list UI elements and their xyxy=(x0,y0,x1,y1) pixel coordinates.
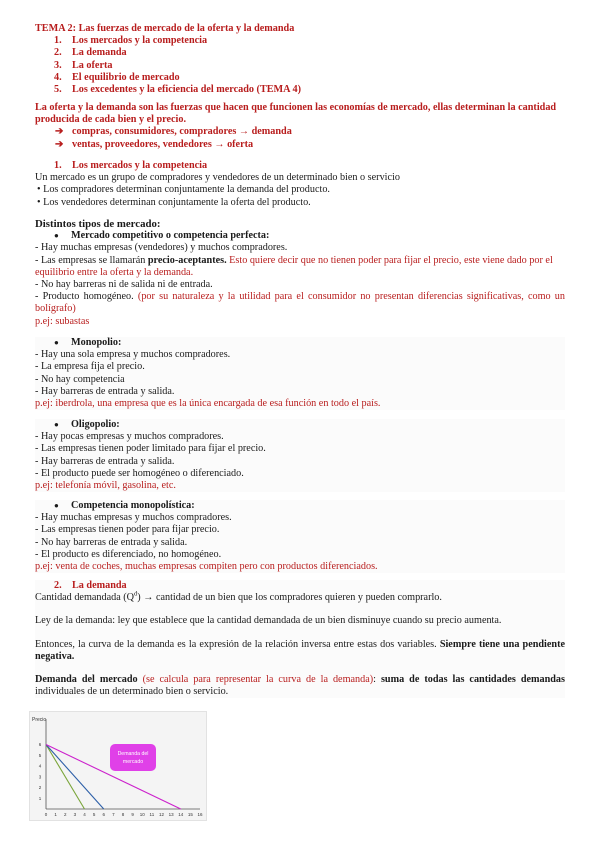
section-title: 1. Los mercados y la competencia xyxy=(54,160,208,171)
list-line: - Las empresas tienen poder para fijar precio. xyxy=(35,524,220,536)
example-line: p.ej: venta de coches, muchas empresas compiten pero con productos diferenciados. xyxy=(35,561,378,573)
y-tick-label: 1 xyxy=(38,795,42,801)
outline-item: 1. Los mercados y la competencia xyxy=(54,35,208,47)
section-mercados xyxy=(35,160,565,209)
list-line: - El producto puede ser homogéneo o diferenciado. xyxy=(35,467,244,479)
example-line: p.ej: iberdrola, una empresa que es la única encargada de esa función en todo el país. xyxy=(35,398,381,410)
market-types-section xyxy=(35,218,565,328)
outline-item: 2. La demanda xyxy=(54,47,127,59)
list-line: - No hay competencia xyxy=(35,373,125,385)
outline-item: 3. La oferta xyxy=(54,59,113,71)
list-line: - Hay barreras de entrada y salida. xyxy=(35,385,175,397)
subheading: ● Competencia monopolística: xyxy=(54,500,195,511)
list-line: - Las empresas se llamarán precio-aceptantes. Esto quiere decir que no tienen poder para fijar el precio, este viene dado por el equilibrio entre la oferta y la demanda. xyxy=(35,254,553,278)
list-line: - Hay muchas empresas y muchos compradores. xyxy=(35,512,232,524)
x-tick-label: 5 xyxy=(92,812,96,817)
list-line: - No hay barreras ni de salida ni de entrada. xyxy=(35,279,213,291)
arrow-icon: ➔ xyxy=(55,126,64,138)
arrow-item: ➔ ventas, proveedores, vendedores → oferta xyxy=(55,138,254,150)
subheading: ● Monopolio: xyxy=(54,337,122,348)
section-title: 2. La demanda xyxy=(54,580,127,591)
y-tick-label: 2 xyxy=(38,785,42,790)
curva-demanda-paragraph: Entonces, la curva de la demanda es la expresión de la relación inversa entre estas dos variables. Siempre tiene una pendiente negativa. xyxy=(35,638,565,662)
outline-item: 4. El equilibrio de mercado xyxy=(54,71,180,83)
list-line: - El producto es diferenciado, no homogéneo. xyxy=(35,548,222,560)
y-tick-label: 4 xyxy=(38,763,42,769)
x-tick-label: 4 xyxy=(83,812,86,817)
demand-line xyxy=(46,745,104,810)
annotation-label: Demanda del xyxy=(117,751,149,757)
oligopolio-block xyxy=(35,419,565,492)
cantidad-demandada-line: Cantidad demandada $(Q^d)$ → cantidad de un bien que los compradores quieren y pueden comprarlo. xyxy=(35,590,442,604)
x-tick-label: 16 xyxy=(197,812,203,817)
x-tick-label: 3 xyxy=(73,812,77,817)
x-tick-label: 14 xyxy=(178,812,184,817)
subheading: ● Oligopolio: xyxy=(54,419,120,430)
x-tick-label: 0 xyxy=(44,812,48,817)
list-line: - La empresa fija el precio. xyxy=(35,361,145,373)
section-demanda xyxy=(35,580,565,698)
y-axis-label: Precio xyxy=(32,717,47,723)
list-line: - Hay barreras de entrada y salida. xyxy=(35,455,175,467)
list-line: - Hay una sola empresa y muchos compradores. xyxy=(35,349,231,361)
list-line: - Hay muchas empresas (vendedores) y muchos compradores. xyxy=(35,242,288,254)
x-tick-label: 2 xyxy=(63,812,67,817)
header-section xyxy=(35,23,565,96)
page-title: TEMA 2: Las fuerzas de mercado de la oferta y la demanda xyxy=(35,23,295,34)
demand-chart xyxy=(29,711,207,821)
x-tick-label: 8 xyxy=(121,812,125,817)
x-tick-label: 11 xyxy=(149,812,155,817)
x-tick-label: 9 xyxy=(131,812,134,817)
arrow-icon: ➔ xyxy=(55,138,64,150)
list-item: • Los vendedores determinan conjuntamente la oferta del producto. xyxy=(37,196,311,208)
annotation-box xyxy=(110,744,156,771)
x-tick-label: 13 xyxy=(168,812,174,817)
demanda-mercado-paragraph: Demanda del mercado (se calcula para representar la curva de la demanda): suma de todas las cantidades demandas individuales de un determinado bien o servicio. xyxy=(35,674,565,698)
annotation-label: mercado xyxy=(122,759,144,765)
list-line: - No hay barreras de entrada y salida. xyxy=(35,536,188,548)
intro-section xyxy=(35,102,565,151)
subheading: ● Mercado competitivo o competencia perfecta: xyxy=(54,230,270,242)
arrow-item: ➔ compras, consumidores, compradores → demanda xyxy=(55,126,292,138)
outline-item: 5. Los excedentes y la eficiencia del mercado (TEMA 4) xyxy=(54,84,301,96)
x-tick-label: 7 xyxy=(112,812,115,817)
intro-paragraph: La oferta y la demanda son las fuerzas que hacen que funcionen las economías de mercado, ellas determinan la cantidad producida de cada bien y el precio. xyxy=(35,102,557,126)
x-tick-label: 10 xyxy=(139,812,145,817)
list-line: - Producto homogéneo. (por su naturaleza y la utilidad para el consumidor no presentan diferencias significativas, como un bolígrafo) xyxy=(35,291,565,315)
monopolio-block xyxy=(35,337,565,410)
x-tick-label: 6 xyxy=(102,812,106,817)
x-tick-label: 12 xyxy=(158,812,165,817)
y-tick-label: 3 xyxy=(38,774,42,780)
bullet-icon: ● xyxy=(54,231,59,241)
x-tick-label: 1 xyxy=(54,812,57,817)
y-tick-label: 6 xyxy=(38,742,42,747)
list-item: • Los compradores determinan conjuntamente la demanda del producto. xyxy=(37,184,330,196)
x-tick-label: 15 xyxy=(187,812,193,817)
ley-demanda-line: Ley de la demanda: ley que establece que la cantidad demandada de un bien disminuye cuando su precio aumenta. xyxy=(35,615,502,627)
monopolistica-block xyxy=(35,500,565,573)
bullet-icon: ● xyxy=(54,420,59,429)
y-tick-label: 5 xyxy=(38,752,42,758)
example-line: p.ej: telefonía móvil, gasolina, etc. xyxy=(35,480,176,492)
example-line: p.ej: subastas xyxy=(35,315,90,327)
bullet-icon: ● xyxy=(54,338,59,347)
demand-chart-svg xyxy=(30,712,206,820)
definition-line: Un mercado es un grupo de compradores y vendedores de un determinado bien o servicio xyxy=(35,172,400,184)
list-line: - Hay pocas empresas y muchos compradores. xyxy=(35,431,224,443)
bullet-icon: ● xyxy=(54,501,59,510)
list-line: - Las empresas tienen poder limitado para fijar el precio. xyxy=(35,443,266,455)
market-types-heading: Distintos tipos de mercado: xyxy=(35,218,161,230)
